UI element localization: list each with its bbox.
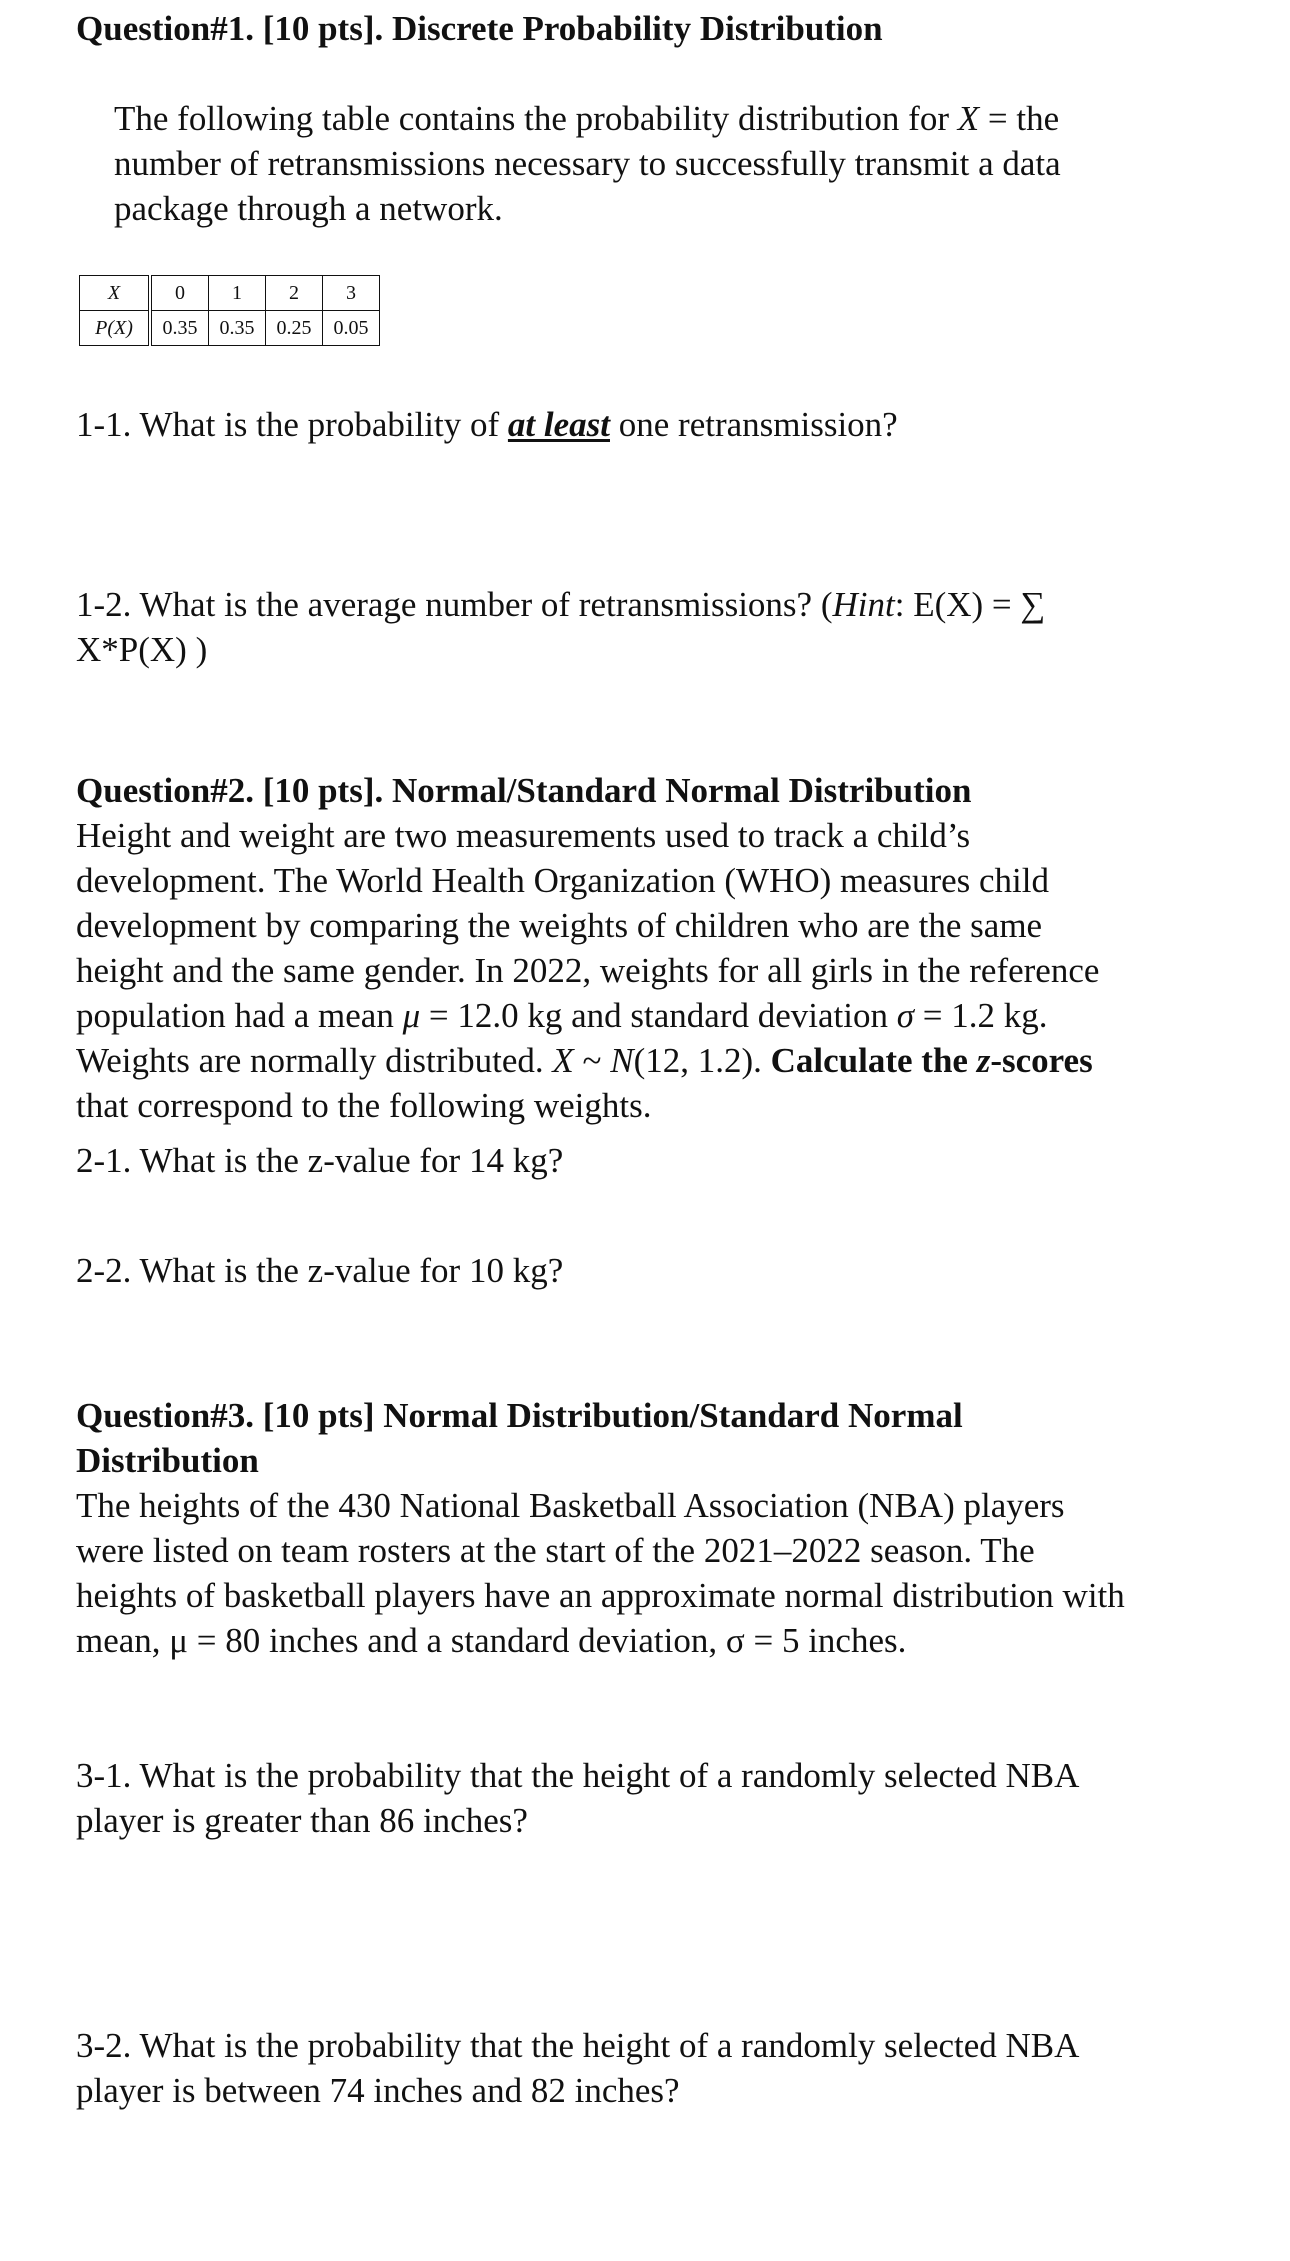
q3-heading <box>76 1393 963 1483</box>
table-cell: 0.05 <box>323 311 380 346</box>
q1-intro-var: X <box>957 99 980 138</box>
q1-1-question <box>76 402 898 447</box>
q1-1-text-pre: 1-1. What is the probability of <box>76 405 508 444</box>
q1-intro-line-3: package through a network. <box>114 189 503 228</box>
q1-2-text-pre: 1-2. What is the average number of retransmissions? ( <box>76 585 833 624</box>
q1-intro <box>114 96 1061 231</box>
q2-line-4: height and the same gender. In 2022, weights for all girls in the reference <box>76 951 1100 990</box>
table-cell: 0.35 <box>209 311 266 346</box>
table-cell: 2 <box>266 276 323 311</box>
table-row-px <box>80 311 380 346</box>
q3-2-line-2: player is between 74 inches and 82 inches? <box>76 2071 680 2110</box>
q3-2-line-1: 3-2. What is the probability that the height of a randomly selected NBA <box>76 2026 1080 2065</box>
q2-2-question: 2-2. What is the z-value for 10 kg? <box>76 1251 564 1290</box>
q2-var-x: X <box>552 1041 574 1080</box>
q2-args: (12, 1.2). <box>633 1041 771 1080</box>
q3-body <box>76 1483 1125 1663</box>
table-cell: 3 <box>323 276 380 311</box>
table-row-x <box>80 276 380 311</box>
q2-line-2: development. The World Health Organization (WHO) measures child <box>76 861 1050 900</box>
table-header-x: X <box>80 276 151 311</box>
q2-line-5-pre: population had a mean <box>76 996 403 1035</box>
q2-sigma-symbol: σ <box>896 996 915 1035</box>
table-cell: 1 <box>209 276 266 311</box>
q2-bold-calc: Calculate the <box>770 1041 977 1080</box>
q2-bold-scores: -scores <box>990 1041 1093 1080</box>
q1-2-line-2: X*P(X) ) <box>76 630 208 669</box>
q1-intro-line-2: number of retransmissions necessary to successfully transmit a data <box>114 144 1061 183</box>
q2-1-question: 2-1. What is the z-value for 14 kg? <box>76 1141 564 1180</box>
q1-intro-eq: = the <box>979 99 1060 138</box>
q1-1-emphasis: at least <box>507 405 610 444</box>
q1-2-text-post: : E(X) = ∑ <box>894 585 1046 624</box>
q3-2-question <box>76 2023 1079 2113</box>
q3-1-line-2: player is greater than 86 inches? <box>76 1801 528 1840</box>
q2-bold-z: z <box>976 1041 991 1080</box>
probability-table <box>79 275 380 346</box>
q3-line-1: The heights of the 430 National Basketball Association (NBA) players <box>76 1486 1065 1525</box>
table-cell: 0 <box>150 276 209 311</box>
q2-mu-symbol: μ <box>402 996 421 1035</box>
q1-2-hint: Hint <box>832 585 895 624</box>
q1-heading: Question#1. [10 pts]. Discrete Probability Distribution <box>76 9 883 48</box>
q2-line-7: that correspond to the following weights. <box>76 1086 652 1125</box>
q2-tilde: ~ <box>573 1041 611 1080</box>
q1-2-question <box>76 582 1045 672</box>
q3-line-4: mean, μ = 80 inches and a standard deviation, σ = 5 inches. <box>76 1621 907 1660</box>
q2-line-5-mid: = 12.0 kg and standard deviation <box>420 996 897 1035</box>
q2-line-1: Height and weight are two measurements used to track a child’s <box>76 816 971 855</box>
q3-heading-line-1: Question#3. [10 pts] Normal Distribution/Standard Normal <box>76 1396 963 1435</box>
q3-line-2: were listed on team rosters at the start of the 2021–2022 season. The <box>76 1531 1035 1570</box>
q1-1-text-post: one retransmission? <box>610 405 898 444</box>
q2-line-3: development by comparing the weights of children who are the same <box>76 906 1043 945</box>
table-cell: 0.25 <box>266 311 323 346</box>
q3-heading-line-2: Distribution <box>76 1441 259 1480</box>
q3-1-line-1: 3-1. What is the probability that the height of a randomly selected NBA <box>76 1756 1080 1795</box>
q3-line-3: heights of basketball players have an approximate normal distribution with <box>76 1576 1125 1615</box>
q1-intro-line-1: The following table contains the probability distribution for <box>114 99 958 138</box>
q2-heading: Question#2. [10 pts]. Normal/Standard Normal Distribution <box>76 771 972 810</box>
q3-1-question <box>76 1753 1079 1843</box>
table-cell: 0.35 <box>150 311 209 346</box>
table-header-px: P(X) <box>80 311 151 346</box>
q2-line-6-pre: Weights are normally distributed. <box>76 1041 553 1080</box>
q2-body <box>76 813 1099 1128</box>
q2-var-n: N <box>610 1041 634 1080</box>
q2-line-5-post: = 1.2 kg. <box>914 996 1048 1035</box>
